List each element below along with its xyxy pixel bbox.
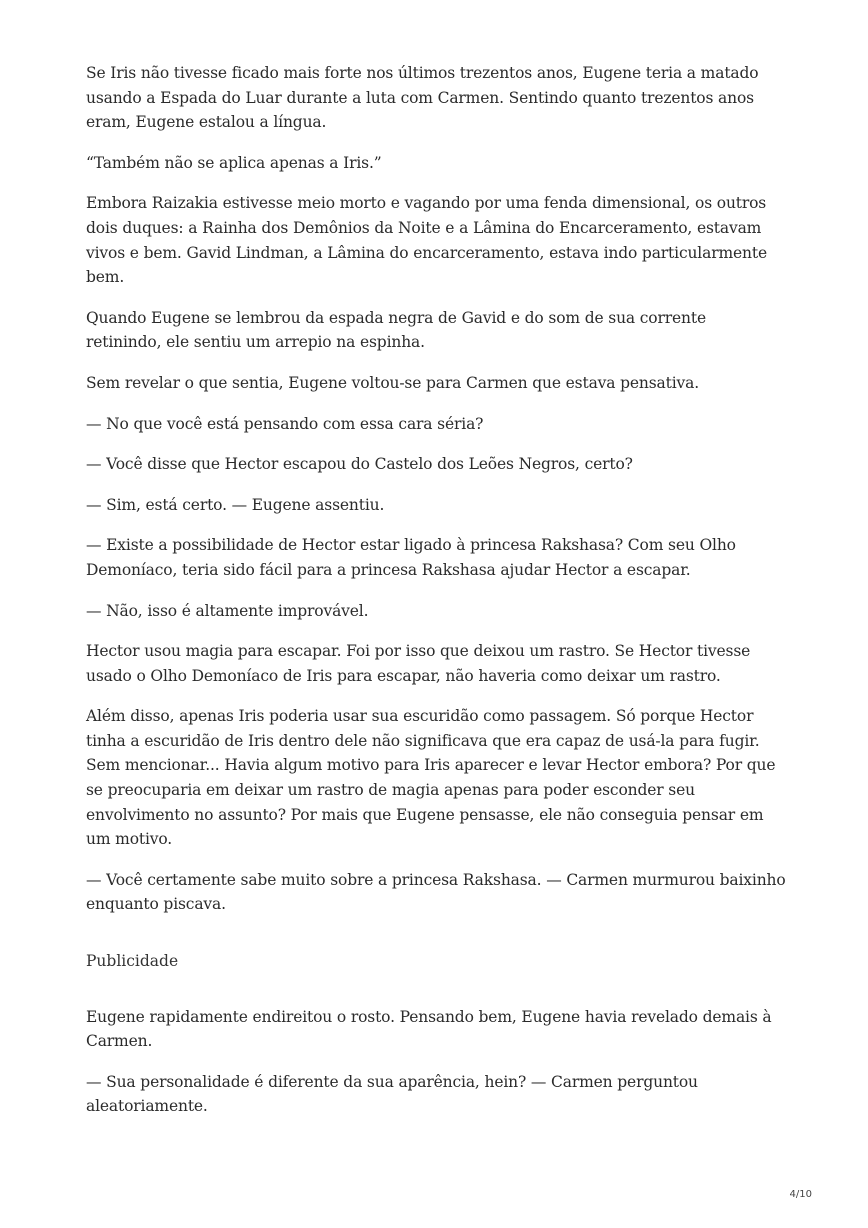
paragraph: Hector usou magia para escapar. Foi por isso que deixou um rastro. Se Hector tivesse usado o Olho Demoníaco de Iris para escapar, não haveria como deixar um rastro.	[86, 642, 751, 685]
page-number: 4/10	[789, 1189, 812, 1200]
paragraph: Embora Raizakia estivesse meio morto e vagando por uma fenda dimensional, os outros dois duques: a Rainha dos Demônios da Noite e a Lâmina do Encarceramento, estavam vivos e bem. Gavid Lindman, a Lâmina do encarceramento, estava indo particularmente bem.	[86, 194, 767, 287]
paragraph: — No que você está pensando com essa cara séria?	[86, 414, 484, 433]
paragraph: — Sua personalidade é diferente da sua aparência, hein? — Carmen perguntou aleatoriamente.	[86, 1072, 698, 1116]
paragraph: Sem revelar o que sentia, Eugene voltou-se para Carmen que estava pensativa.	[86, 373, 700, 392]
paragraph: Eugene rapidamente endireitou o rosto. Pensando bem, Eugene havia revelado demais à Carmen.	[86, 1007, 772, 1051]
paragraph: — Sim, está certo. — Eugene assentiu.	[86, 495, 385, 514]
paragraph: — Existe a possibilidade de Hector estar ligado à princesa Rakshasa? Com seu Olho Demoníaco, teria sido fácil para a princesa Rakshasa ajudar Hector a escapar.	[86, 536, 736, 579]
paragraph: “Também não se aplica apenas a Iris.”	[86, 153, 382, 172]
paragraph: Quando Eugene se lembrou da espada negra de Gavid e do som de sua corrente retinindo, ele sentiu um arrepio na espinha.	[86, 308, 706, 352]
paragraph: — Você disse que Hector escapou do Castelo dos Leões Negros, certo?	[86, 455, 633, 474]
paragraph: — Não, isso é altamente improvável.	[86, 601, 369, 620]
paragraph: Além disso, apenas Iris poderia usar sua escuridão como passagem. Só porque Hector tinha a escuridão de Iris dentro dele não significava que era capaz de usá-la para fugir. Sem mencionar... Havia algum motivo para Iris aparecer e levar Hector embora? Por que se preocuparia em deixar um rastro de magia apenas para poder esconder seu envolvimento no assunto? Por mais que Eugene pensasse, ele não conseguia pensar em um motivo.	[86, 707, 776, 849]
paragraph: — Você certamente sabe muito sobre a princesa Rakshasa. — Carmen murmurou baixinho enquanto piscava.	[86, 870, 786, 914]
paragraph: Se Iris não tivesse ficado mais forte nos últimos trezentos anos, Eugene teria a matado usando a Espada do Luar durante a luta com Carmen. Sentindo quanto trezentos anos eram, Eugene estalou a língua.	[86, 64, 759, 132]
document-body	[86, 61, 786, 1135]
advertisement-label: Publicidade	[86, 952, 179, 971]
